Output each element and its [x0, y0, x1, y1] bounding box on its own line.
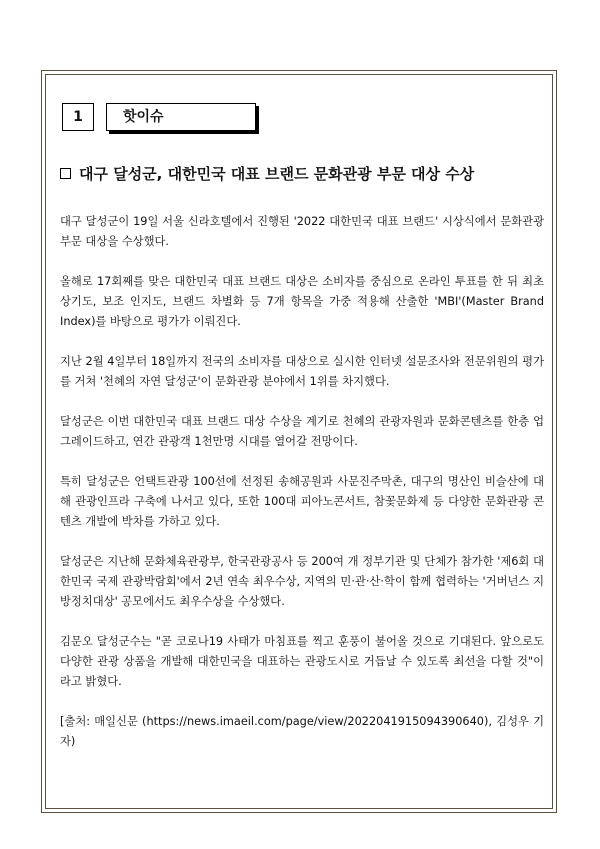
checkbox-bullet-icon — [60, 168, 71, 179]
paragraph: 대구 달성군이 19일 서울 신라호텔에서 진행된 '2022 대한민국 대표 브랜드' 시상식에서 문화관광 부문 대상을 수상했다. — [60, 215, 544, 248]
section-number: 1 — [62, 103, 94, 131]
article-body — [60, 212, 544, 752]
article-headline — [60, 163, 540, 185]
paragraph: 달성군은 지난해 문화체육관광부, 한국관광공사 등 200여 개 정부기관 및 단체가 참가한 '제6회 대한민국 국제 관광박람회'에서 2년 연속 최우수상, 지역의 민·관·산·학이 함께 협력하는 '거버넌스 지방정치대상' 공모에서도 최우수상을 수상했다. — [60, 555, 544, 608]
headline-text: 대구 달성군, 대한민국 대표 브랜드 문화관광 부문 대상 수상 — [79, 165, 475, 183]
section-title: 핫이슈 — [106, 103, 256, 131]
paragraph: 달성군은 이번 대한민국 대표 브랜드 대상 수상을 계기로 천혜의 관광자원과 문화콘텐츠를 한층 업그레이드하고, 연간 관광객 1천만명 시대를 열어갈 전망이다. — [60, 415, 544, 448]
paragraph: 지난 2월 4일부터 18일까지 전국의 소비자를 대상으로 실시한 인터넷 설문조사와 전문위원의 평가를 거쳐 '천혜의 자연 달성군'이 문화관광 분야에서 1위를 차지했다. — [60, 355, 544, 388]
paragraph: 올해로 17회째를 맞은 대한민국 대표 브랜드 대상은 소비자를 중심으로 온라인 투표를 한 뒤 최초 상기도, 보조 인지도, 브랜드 차별화 등 7개 항목을 가중 적용해 산출한 'MBI'(Master Brand Index)를 바탕으로 평가가 이뤄진다. — [60, 275, 544, 328]
source-citation: [출처: 매일신문 (https://news.imaeil.com/page/view/2022041915094390640), 김성우 기자) — [60, 715, 544, 748]
paragraph: 김문오 달성군수는 "곧 코로나19 사태가 마침표를 찍고 훈풍이 불어올 것으로 기대된다. 앞으로도 다양한 관광 상품을 개발해 대한민국을 대표하는 관광도시로 거듭날 수 있도록 최선을 다할 것"이라고 밝혔다. — [60, 635, 544, 688]
paragraph: 특히 달성군은 언택트관광 100선에 선정된 송해공원과 사문진주막촌, 대구의 명산인 비슬산에 대해 관광인프라 구축에 나서고 있다, 또한 100대 피아노콘서트, 참꽃문화제 등 다양한 문화관광 콘텐츠 개발에 박차를 가하고 있다. — [60, 475, 544, 528]
